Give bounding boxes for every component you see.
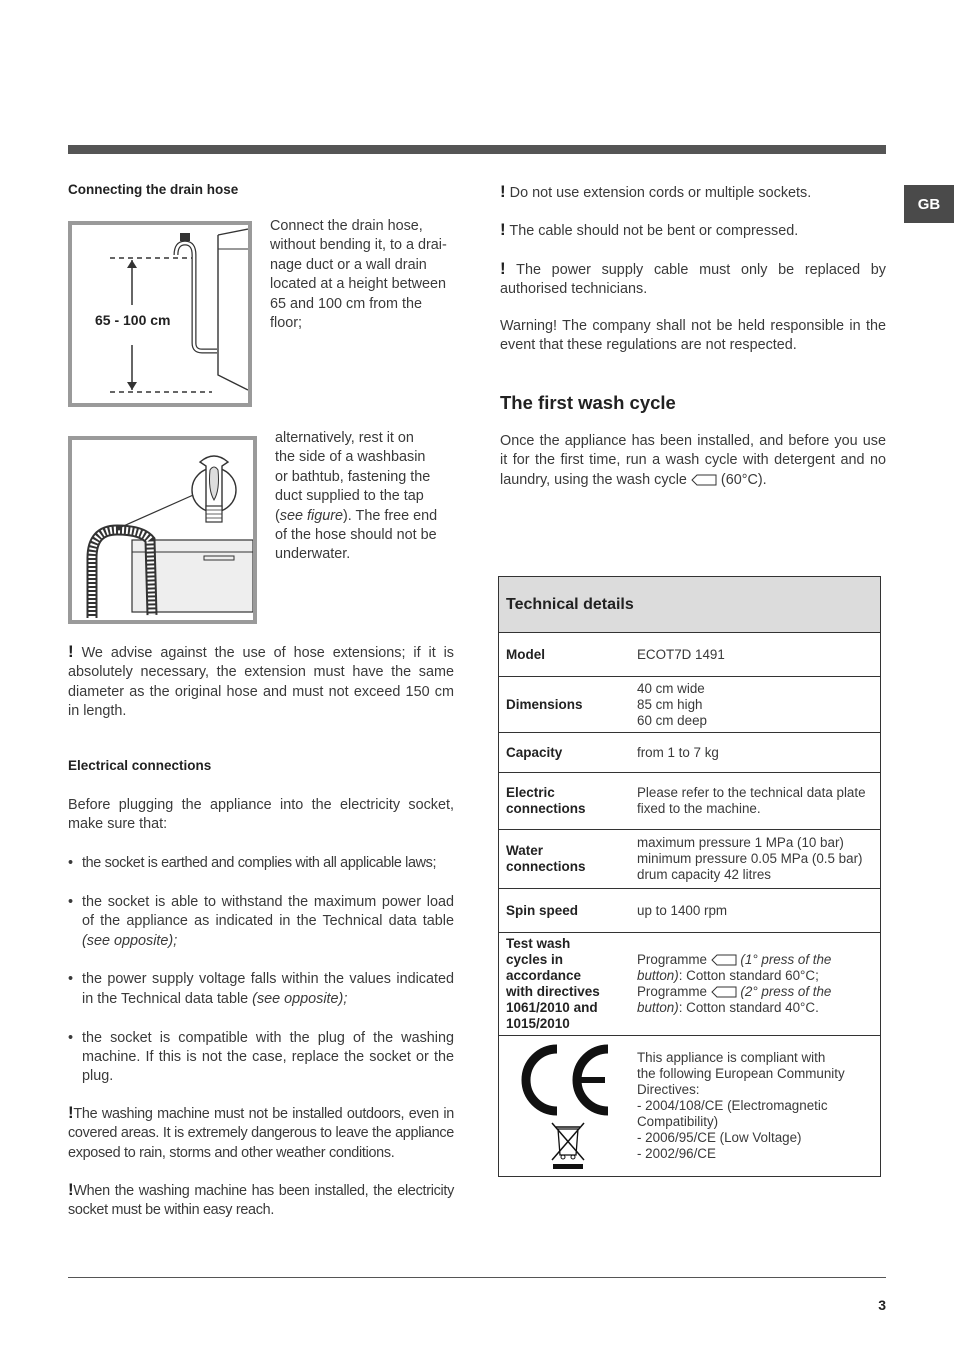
ce-weee-icon: [509, 1041, 619, 1171]
row-label: Water connections: [506, 843, 586, 874]
drain-hose-text-2: alternatively, rest it on the side of a washbasin or bathtub, fastening the duct supplied to the tap (see figure). The free end of the hose should not be underwater.: [275, 430, 438, 563]
checklist-item: • the socket is compatible with the plug of the washing machine. If this is not the case, replace the socket or the plug.: [68, 1029, 454, 1087]
page-number: 3: [878, 1297, 886, 1313]
row-value: from 1 to 7 kg: [637, 744, 719, 760]
table-row: [499, 830, 880, 889]
extension-cord-warning: ! Do not use extension cords or multiple sockets.: [500, 182, 812, 201]
header-rule: [68, 145, 886, 154]
row-label: Capacity: [506, 744, 563, 760]
wash-cycle-icon: [711, 986, 737, 998]
row-label: Dimensions: [506, 696, 583, 712]
table-row: [499, 633, 880, 677]
warning-mark: !: [500, 220, 506, 239]
table-row: [499, 1036, 880, 1176]
cable-replacement-warning: ! The power supply cable must only be replaced by authorised technicians.: [500, 259, 886, 298]
row-label: Electric connections: [506, 785, 586, 816]
warning-mark: !: [68, 642, 74, 661]
wash-cycle-icon: [691, 474, 717, 486]
language-tab: GB: [904, 185, 954, 223]
checklist-item: • the socket is able to withstand the maximum power load of the appliance as indicated in the Technical data table (see opposite);: [68, 893, 454, 951]
hose-extension-warning: ! We advise against the use of hose extensions; if it is absolutely necessary, the extension must have the same diameter as the original hose and must not exceed 150 cm in length.: [68, 642, 455, 720]
row-value: 40 cm wide 85 cm high 60 cm deep: [637, 680, 707, 728]
height-range-label: 65 - 100 cm: [95, 312, 171, 328]
drain-hose-text-1: Connect the drain hose, without bending it, to a drai- nage duct or a wall drain located at a height between 65 and 100 cm from the floor;: [270, 218, 447, 332]
checklist-item: • the power supply voltage falls within the values indicated in the Technical data table (see opposite);: [68, 970, 454, 1009]
row-value: up to 1400 rpm: [637, 902, 728, 918]
table-row: [499, 933, 880, 1036]
row-value: Programme (1° press of the button): Cotton standard 60°C; Programme (2° press of the button): Cotton standard 40°C.: [637, 952, 832, 1015]
table-row: [499, 773, 880, 830]
row-value: ECOT7D 1491: [637, 646, 725, 662]
table-row: [499, 889, 880, 933]
row-label: Spin speed: [506, 902, 579, 918]
drain-height-figure: [68, 221, 252, 407]
drain-hose-heading: Connecting the drain hose: [68, 182, 239, 197]
electrical-connections-heading: Electrical connections: [68, 758, 212, 773]
socket-reach-warning: !When the washing machine has been installed, the electricity socket must be within easy reach.: [68, 1180, 454, 1219]
warning-mark: !: [68, 1103, 74, 1122]
see-figure-ref: see figure: [279, 507, 343, 524]
cable-bend-warning: ! The cable should not be bent or compressed.: [500, 220, 799, 239]
row-label: Test wash cycles in accordance with directives 1061/2010 and 1015/2010: [506, 936, 600, 1031]
certification-marks: [499, 1036, 629, 1176]
wash-cycle-icon: [711, 954, 737, 966]
outdoor-warning: !The washing machine must not be installed outdoors, even in covered areas. It is extremely dangerous to leave the appliance exposed to rain, storms and other weather conditions.: [68, 1103, 454, 1161]
technical-details-table: [498, 576, 881, 1177]
row-value: Please refer to the technical data plate fixed to the machine.: [637, 785, 866, 816]
warning-mark: !: [68, 1180, 74, 1199]
table-row: [499, 733, 880, 773]
company-warning: Warning! The company shall not be held responsible in the event that these regulations are not respected.: [500, 318, 886, 354]
electrical-intro: Before plugging the appliance into the electricity socket, make sure that:: [68, 797, 454, 833]
row-value: maximum pressure 1 MPa (10 bar) minimum pressure 0.05 MPa (0.5 bar) drum capacity 42 litres: [637, 835, 863, 882]
first-wash-heading: The first wash cycle: [500, 392, 676, 413]
washbasin-figure: [68, 436, 257, 624]
table-title: Technical details: [499, 577, 880, 633]
warning-mark: !: [500, 259, 506, 278]
checklist-item: • the socket is earthed and complies with all applicable laws;: [68, 854, 454, 873]
footer-rule: [68, 1277, 886, 1278]
row-value: This appliance is compliant with the following European Community Directives: - 2004/108/CE (Electromagnetic Compatibility) - 2006/95/CE (Low Voltage) - 2002/96/CE: [637, 1050, 845, 1161]
washbasin-illustration: [72, 440, 253, 620]
row-label: Model: [506, 646, 545, 662]
first-wash-text: Once the appliance has been installed, and before you use it for the first time, run a wash cycle with detergent and no laundry, using the wash cycle (60°C).: [500, 433, 886, 488]
table-row: [499, 677, 880, 733]
warning-mark: !: [500, 182, 506, 201]
electrical-checklist: [68, 854, 454, 1106]
